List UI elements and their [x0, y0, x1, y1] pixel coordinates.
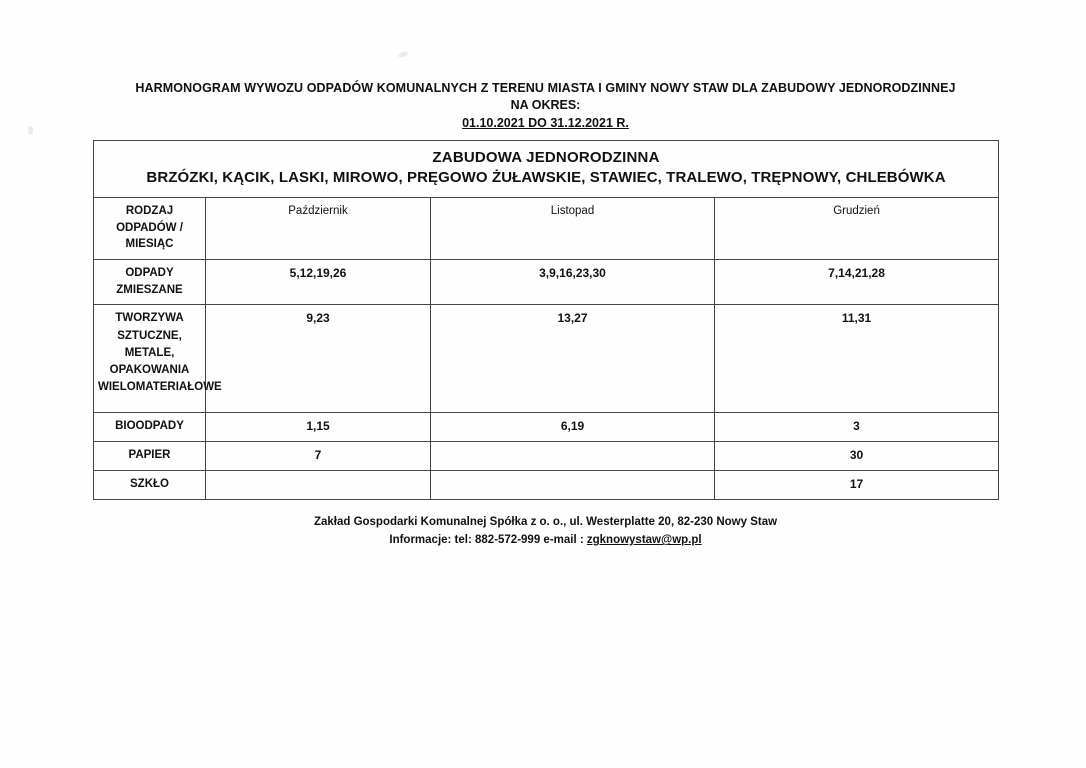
cell-bio-november: 6,19	[431, 413, 715, 442]
table-banner	[94, 140, 999, 198]
row-label-paper: PAPIER	[94, 442, 206, 471]
cell-glass-november	[431, 471, 715, 500]
banner-line-2: BRZÓZKI, KĄCIK, LASKI, MIROWO, PRĘGOWO ŻUŁAWSKIE, STAWIEC, TRALEWO, TRĘPNOWY, CHLEBÓWKA	[146, 168, 946, 186]
month-label: Październik	[288, 205, 348, 218]
footer-email-link[interactable]: zgknowystaw@wp.pl	[586, 534, 702, 547]
title-line-2: NA OKRES:	[510, 97, 581, 112]
cell-mixed-waste-november: 3,9,16,23,30	[431, 260, 715, 305]
column-header-month-2	[431, 198, 715, 260]
cell-paper-november	[431, 442, 715, 471]
column-header-waste-type: RODZAJ ODPADÓW / MIESIĄC	[94, 198, 206, 260]
table-row	[94, 413, 999, 442]
cell-mixed-waste-december: 7,14,21,28	[715, 260, 999, 305]
footer-contact	[93, 531, 998, 549]
cell-paper-december: 30	[715, 442, 999, 471]
row-label-bio: BIOODPADY	[94, 413, 206, 442]
column-header-month-3	[715, 198, 999, 260]
row-label-plastics: TWORZYWA SZTUCZNE, METALE, OPAKOWANIA WIELOMATERIAŁOWE	[94, 305, 206, 413]
table-row	[94, 305, 999, 413]
cell-bio-october: 1,15	[206, 413, 431, 442]
table-row	[94, 442, 999, 471]
schedule-document	[93, 80, 998, 550]
column-header-month-1	[206, 198, 431, 260]
waste-collection-table	[93, 140, 999, 500]
page-title	[93, 80, 998, 132]
table-row-header	[94, 198, 999, 260]
row-label-mixed-waste: ODPADY ZMIESZANE	[94, 260, 206, 305]
cell-plastics-november: 13,27	[431, 305, 715, 413]
banner-line-1: ZABUDOWA JEDNORODZINNA	[432, 148, 660, 166]
month-label: Grudzień	[833, 205, 880, 218]
cell-plastics-october: 9,23	[206, 305, 431, 413]
title-line-3: 01.10.2021 DO 31.12.2021 R.	[462, 115, 629, 130]
row-label-glass: SZKŁO	[94, 471, 206, 500]
cell-plastics-december: 11,31	[715, 305, 999, 413]
table-row	[94, 260, 999, 305]
cell-bio-december: 3	[715, 413, 999, 442]
cell-mixed-waste-october: 5,12,19,26	[206, 260, 431, 305]
footer-company-address: Zakład Gospodarki Komunalnej Spółka z o. o., ul. Westerplatte 20, 82-230 Nowy Staw	[313, 515, 778, 528]
title-line-1: HARMONOGRAM WYWOZU ODPADÓW KOMUNALNYCH Z TERENU MIASTA I GMINY NOWY STAW DLA ZABUDOWY JEDNORODZINNEJ	[135, 81, 956, 95]
month-label: Listopad	[550, 205, 595, 218]
table-row	[94, 471, 999, 500]
footer-contact-prefix: Informacje: tel: 882-572-999 e-mail :	[389, 534, 587, 547]
cell-glass-october	[206, 471, 431, 500]
scan-artifact-icon	[397, 50, 408, 58]
table-row-banner	[94, 140, 999, 198]
document-footer	[93, 513, 998, 550]
scan-artifact-icon	[28, 126, 33, 135]
cell-glass-december: 17	[715, 471, 999, 500]
cell-paper-october: 7	[206, 442, 431, 471]
